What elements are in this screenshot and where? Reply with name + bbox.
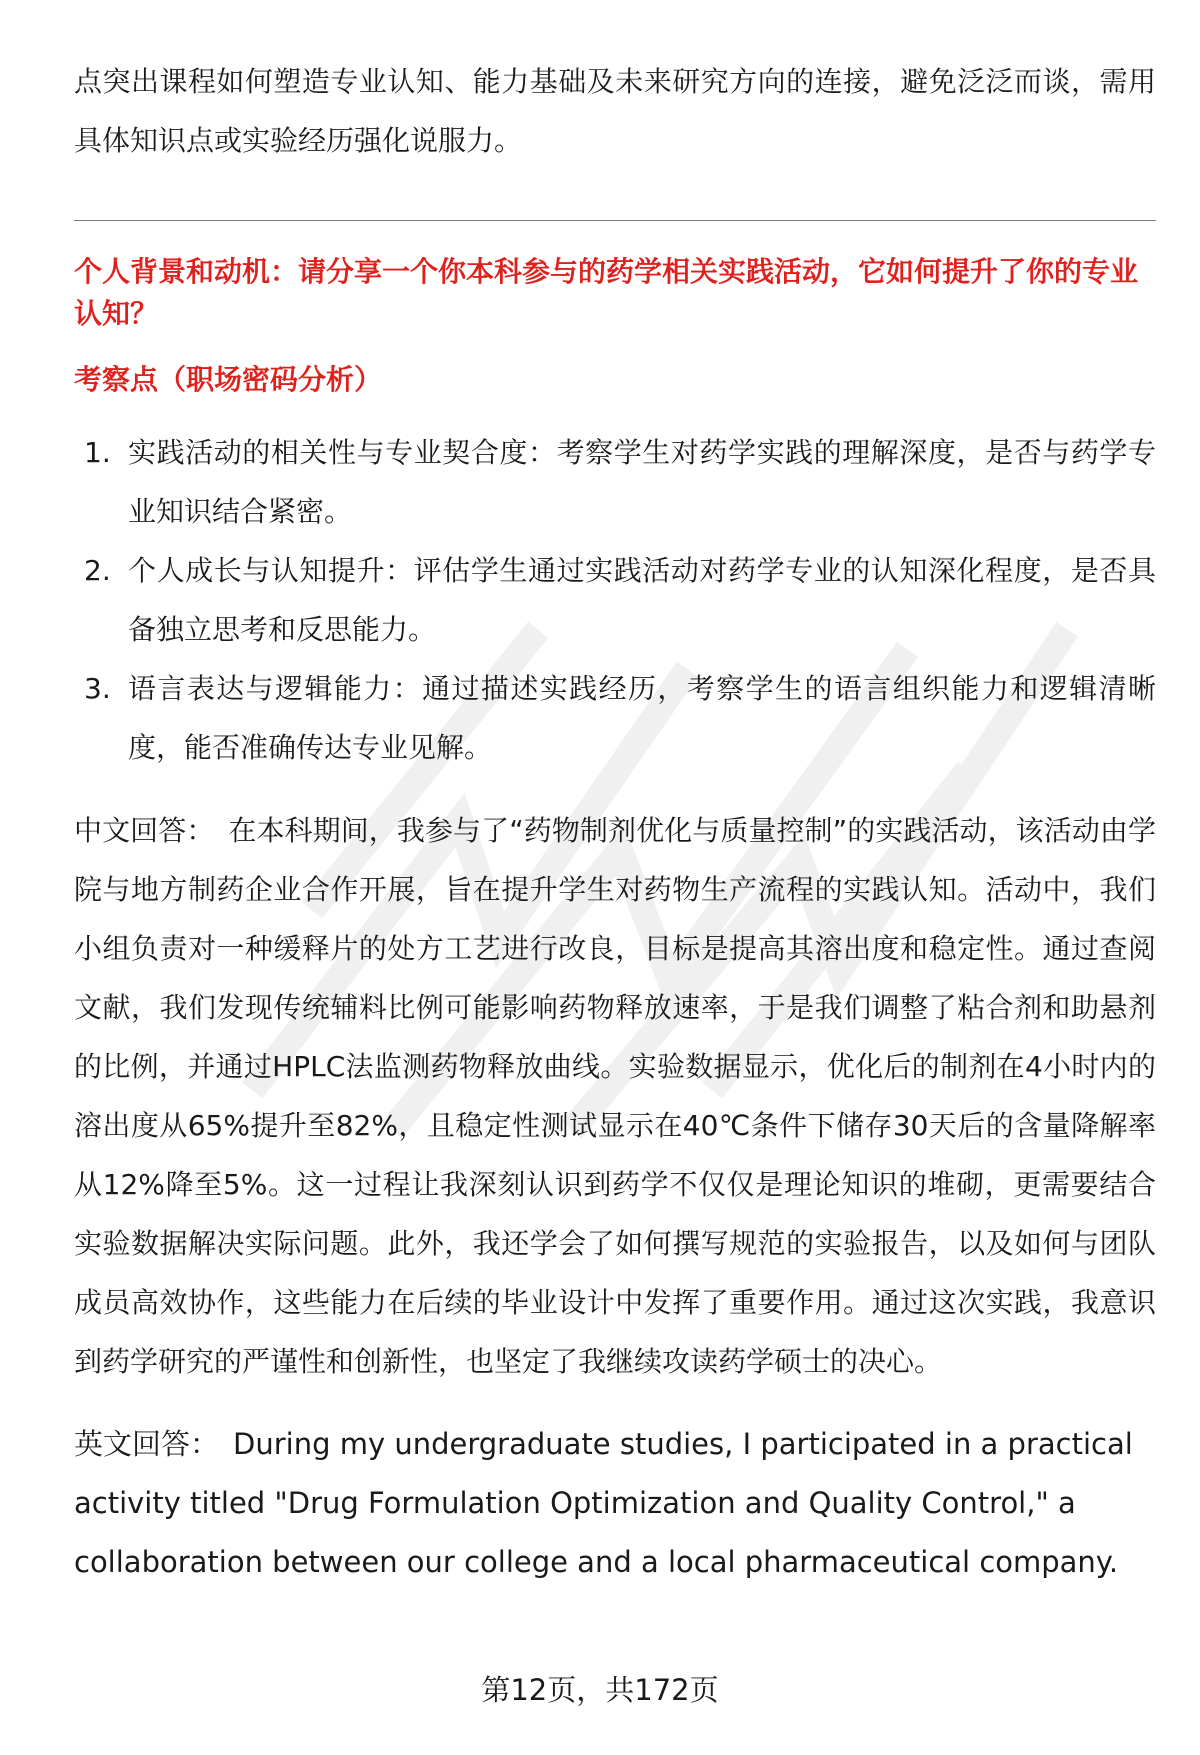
assessment-points-list	[74, 423, 1156, 777]
english-answer	[74, 1415, 1156, 1592]
point-number: 1.	[84, 436, 111, 469]
document-page	[74, 52, 1156, 1592]
page-number-footer: 第12页，共172页	[481, 1673, 719, 1707]
chinese-answer-label: 中文回答：	[74, 814, 215, 847]
question-heading: 个人背景和动机：请分享一个你本科参与的药学相关实践活动，它如何提升了你的专业认知？	[74, 255, 1139, 330]
point-text: 语言表达与逻辑能力：通过描述实践经历，考察学生的语言组织能力和逻辑清晰度，能否准确传达专业见解。	[128, 672, 1156, 764]
assessment-point	[74, 423, 1156, 541]
chinese-answer	[74, 801, 1156, 1391]
english-answer-text: During my undergraduate studies, I participated in a practical activity titled "Drug Formulation Optimization and Quality Control," a collaboration between our college and a local pharmaceutical company.	[74, 1427, 1133, 1579]
intro-paragraph: 点突出课程如何塑造专业认知、能力基础及未来研究方向的连接，避免泛泛而谈，需用具体知识点或实验经历强化说服力。	[74, 65, 1156, 157]
assessment-subheading: 考察点（职场密码分析）	[74, 363, 383, 396]
point-number: 3.	[84, 672, 111, 705]
section-divider	[74, 220, 1156, 221]
english-answer-label: 英文回答：	[74, 1427, 220, 1461]
assessment-point	[74, 659, 1156, 777]
point-number: 2.	[84, 554, 111, 587]
chinese-answer-text: 在本科期间，我参与了“药物制剂优化与质量控制”的实践活动，该活动由学院与地方制药企业合作开展，旨在提升学生对药物生产流程的实践认知。活动中，我们小组负责对一种缓释片的处方工艺进行改良，目标是提高其溶出度和稳定性。通过查阅文献，我们发现传统辅料比例可能影响药物释放速率，于是我们调整了粘合剂和助悬剂的比例，并通过HPLC法监测药物释放曲线。实验数据显示，优化后的制剂在4小时内的溶出度从65%提升至82%，且稳定性测试显示在40℃条件下储存30天后的含量降解率从12%降至5%。这一过程让我深刻认识到药学不仅仅是理论知识的堆砌，更需要结合实验数据解决实际问题。此外，我还学会了如何撰写规范的实验报告，以及如何与团队成员高效协作，这些能力在后续的毕业设计中发挥了重要作用。通过这次实践，我意识到药学研究的严谨性和创新性，也坚定了我继续攻读药学硕士的决心。	[74, 814, 1156, 1378]
point-text: 个人成长与认知提升：评估学生通过实践活动对药学专业的认知深化程度，是否具备独立思考和反思能力。	[128, 554, 1156, 646]
assessment-point	[74, 541, 1156, 659]
point-text: 实践活动的相关性与专业契合度：考察学生对药学实践的理解深度，是否与药学专业知识结合紧密。	[128, 436, 1156, 528]
